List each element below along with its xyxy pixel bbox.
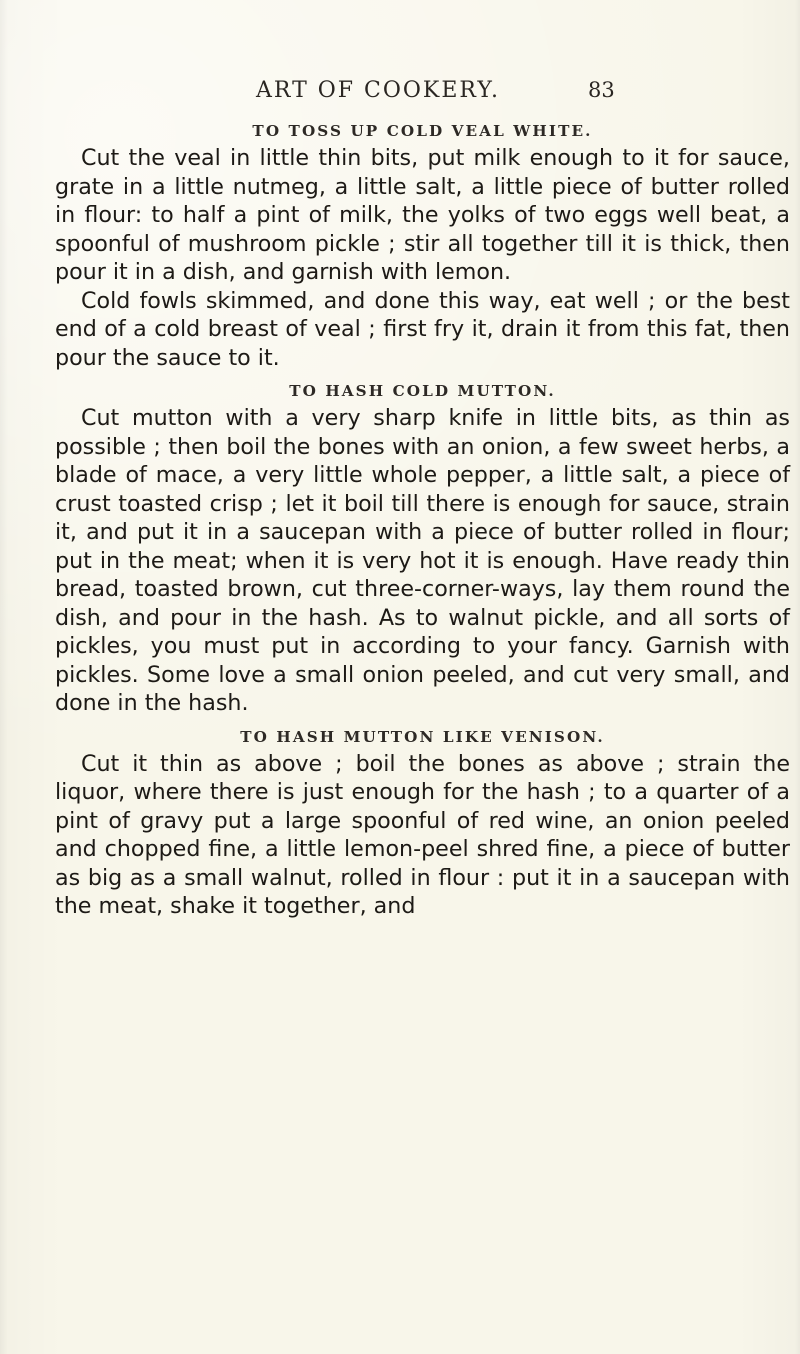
recipe-paragraph: Cold fowls skimmed, and done this way, eat well ; or the best end of a cold breast of veal ; first fry it, drain it from this fat, then pour the sauce to it. bbox=[55, 287, 790, 371]
running-head bbox=[0, 78, 800, 112]
recipe-paragraph: Cut it thin as above ; boil the bones as above ; strain the liquor, where there is just enough for the hash ; to a quarter of a pint of gravy put a large spoonful of red wine, an onion peeled and chopped fine, a little lemon-peel shred fine, a piece of butter as big as a small walnut, rolled in flour : put it in a saucepan with the meat, shake it together, and bbox=[55, 750, 790, 919]
recipe-text-block bbox=[55, 113, 790, 921]
recipe-section-cold-veal-white bbox=[55, 119, 790, 372]
recipe-paragraph: Cut the veal in little thin bits, put milk enough to it for sauce, grate in a little nutmeg, a little salt, a little piece of butter rolled in flour: to half a pint of milk, the yolks of two eggs well beat, a spoonful of mushroom pickle ; stir all together till it is thick, then pour it in a dish, and garnish with lemon. bbox=[55, 145, 790, 285]
running-title: ART OF COOKERY. bbox=[256, 78, 500, 103]
recipe-section-hash-cold-mutton bbox=[55, 379, 790, 718]
binding-shadow bbox=[0, 0, 8, 1354]
page-edge-shadow bbox=[795, 0, 800, 1354]
page-number: 83 bbox=[588, 78, 615, 102]
recipe-paragraph: Cut mutton with a very sharp knife in little bits, as thin as possible ; then boil the bones with an onion, a few sweet herbs, a blade of mace, a very little whole pepper, a little salt, a piece of crust toasted crisp ; let it boil till there is enough for sauce, strain it, and put it in a saucepan with a piece of butter rolled in flour; put in the meat; when it is very hot it is enough. Have ready thin bread, toasted brown, cut three-corner-ways, lay them round the dish, and pour in the hash. As to walnut pickle, and all sorts of pickles, you must put in according to your fancy. Garnish with pickles. Some love a small onion peeled, and cut very small, and done in the hash. bbox=[55, 405, 790, 716]
recipe-section-mutton-like-venison bbox=[55, 725, 790, 921]
recipe-title: TO TOSS UP COLD VEAL WHITE. bbox=[252, 122, 593, 140]
recipe-title: TO HASH MUTTON LIKE VENISON. bbox=[240, 727, 605, 746]
recipe-title: TO HASH COLD MUTTON. bbox=[289, 382, 556, 400]
